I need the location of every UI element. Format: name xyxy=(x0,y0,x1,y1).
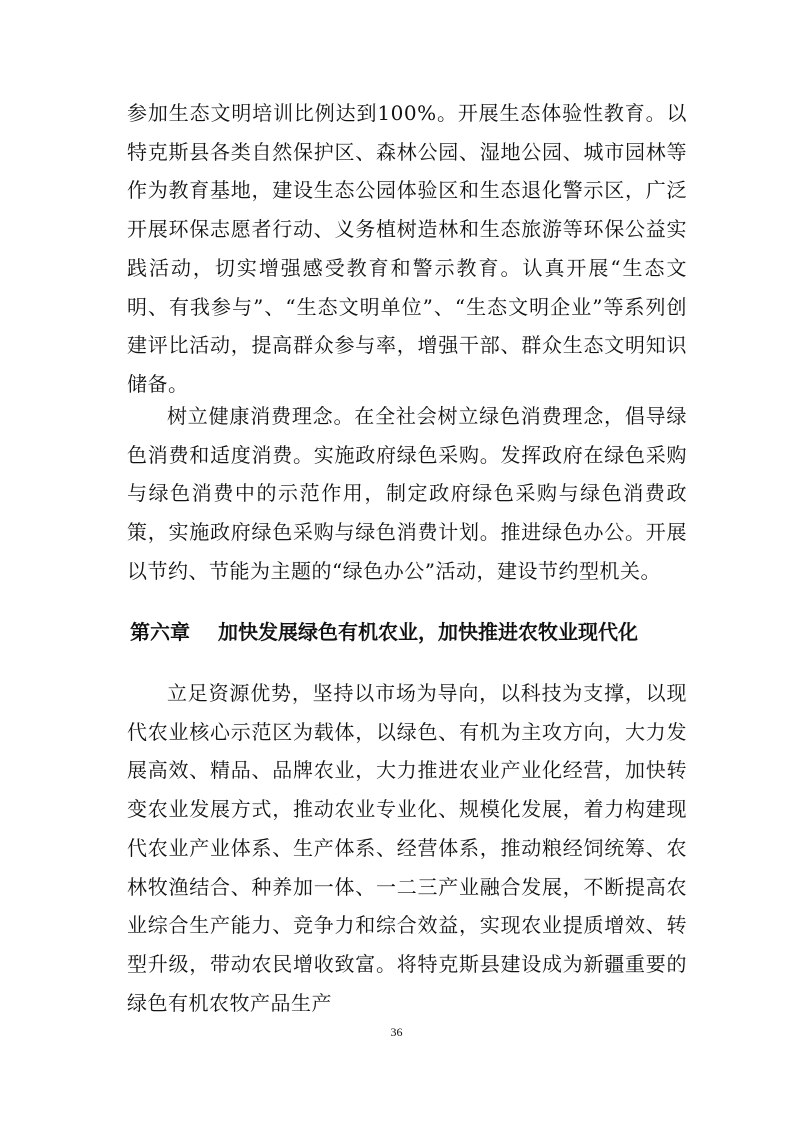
paragraph-agriculture: 立足资源优势，坚持以市场为导向，以科技为支撑，以现代农业核心示范区为载体，以绿色、有机为主攻方向，大力发展高效、精品、品牌农业，大力推进农业产业化经营，加快转变农业发展方式，推动农业专业化、规模化发展，着力构建现代农业产业体系、生产体系、经营体系，推动粮经饲统筹、农林牧渔结合、种养加一体、一二三产业融合发展，不断提高农业综合生产能力、竞争力和综合效益，实现农业提质增效、转型升级，带动农民增收致富。将特克斯县建设成为新疆重要的绿色有机农牧产品生产 xyxy=(127,681,687,1015)
page-number: 36 xyxy=(390,1025,403,1039)
paragraph-eco-education: 参加生态文明培训比例达到100%。开展生态体验性教育。以特克斯县各类自然保护区、森林公园、湿地公园、城市园林等作为教育基地，建设生态公园体验区和生态退化警示区，广泛开展环保志愿者行动、义务植树造林和生态旅游等环保公益实践活动，切实增强感受教育和警示教育。认真开展“生态文明、有我参与”、“生态文明单位”、“生态文明企业”等系列创建评比活动，提高群众参与率，增强干部、群众生态文明知识储备。 xyxy=(127,101,687,396)
chapter-heading xyxy=(130,616,690,648)
chapter-number: 第六章 xyxy=(130,620,190,644)
chapter-title: 加快发展绿色有机农业，加快推进农牧业现代化 xyxy=(218,620,638,644)
paragraph-green-consumption: 树立健康消费理念。在全社会树立绿色消费理念，倡导绿色消费和适度消费。实施政府绿色采购。发挥政府在绿色采购与绿色消费中的示范作用，制定政府绿色采购与绿色消费政策，实施政府绿色采购与绿色消费计划。推进绿色办公。开展以节约、节能为主题的“绿色办公”活动，建设节约型机关。 xyxy=(127,404,687,583)
